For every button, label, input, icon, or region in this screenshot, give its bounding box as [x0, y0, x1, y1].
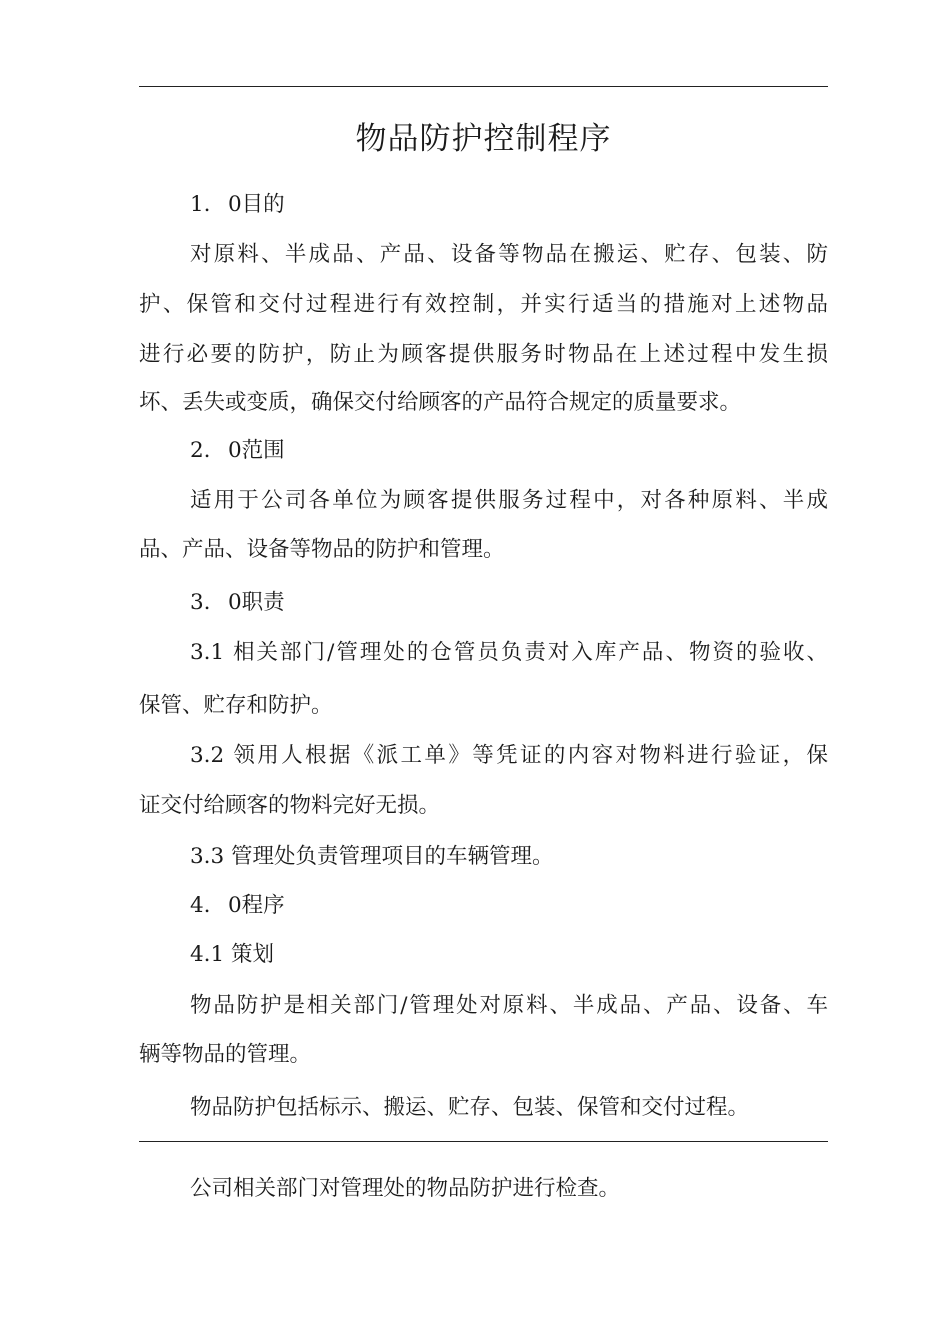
paragraph-line: 品、产品、设备等物品的防护和管理。: [139, 537, 505, 562]
section-heading-purpose: [139, 180, 828, 230]
section-heading-responsibilities: [139, 578, 828, 628]
paragraph-line: 进行必要的防护，防止为顾客提供服务时物品在上述过程中发生损: [139, 342, 828, 367]
paragraph-line: 证交付给顾客的物料完好无损。: [139, 793, 441, 818]
subsection-heading: 4.1 策划: [190, 942, 275, 967]
paragraph-line: 辆等物品的管理。: [139, 1042, 312, 1067]
paragraph-line: 护、保管和交付过程进行有效控制，并实行适当的措施对上述物品: [139, 292, 828, 317]
paragraph-line: 物品防护是相关部门/管理处对原料、半成品、产品、设备、车: [190, 993, 828, 1018]
section-number: 3.: [190, 590, 211, 615]
paragraph-line: 坏、丢失或变质，确保交付给顾客的产品符合规定的质量要求。: [139, 390, 742, 415]
paragraph-line: 3.1 相关部门/管理处的仓管员负责对入库产品、物资的验收、: [190, 640, 828, 665]
section-number: 1.: [190, 192, 211, 217]
footer-rule: [139, 1141, 828, 1142]
section-title: 0目的: [228, 192, 285, 217]
section-title: 0职责: [228, 590, 285, 615]
paragraph-line: 物品防护包括标示、搬运、贮存、包装、保管和交付过程。: [190, 1095, 750, 1120]
paragraph-line: 适用于公司各单位为顾客提供服务过程中，对各种原料、半成: [190, 488, 828, 513]
paragraph-line: 3.2 领用人根据《派工单》等凭证的内容对物料进行验证，保: [190, 743, 828, 768]
section-number: 4.: [190, 893, 211, 918]
section-heading-procedure: [139, 881, 828, 931]
section-number: 2.: [190, 438, 211, 463]
paragraph-line: 对原料、半成品、产品、设备等物品在搬运、贮存、包装、防: [190, 242, 828, 267]
page-title: 物品防护控制程序: [355, 121, 612, 157]
section-title: 0程序: [228, 893, 285, 918]
section-title: 0范围: [228, 438, 285, 463]
header-rule: [139, 86, 828, 87]
paragraph-line: 3.3 管理处负责管理项目的车辆管理。: [190, 844, 554, 869]
section-heading-scope: [139, 426, 828, 476]
paragraph-line: 保管、贮存和防护。: [139, 693, 333, 718]
paragraph-line: 公司相关部门对管理处的物品防护进行检查。: [190, 1176, 621, 1201]
